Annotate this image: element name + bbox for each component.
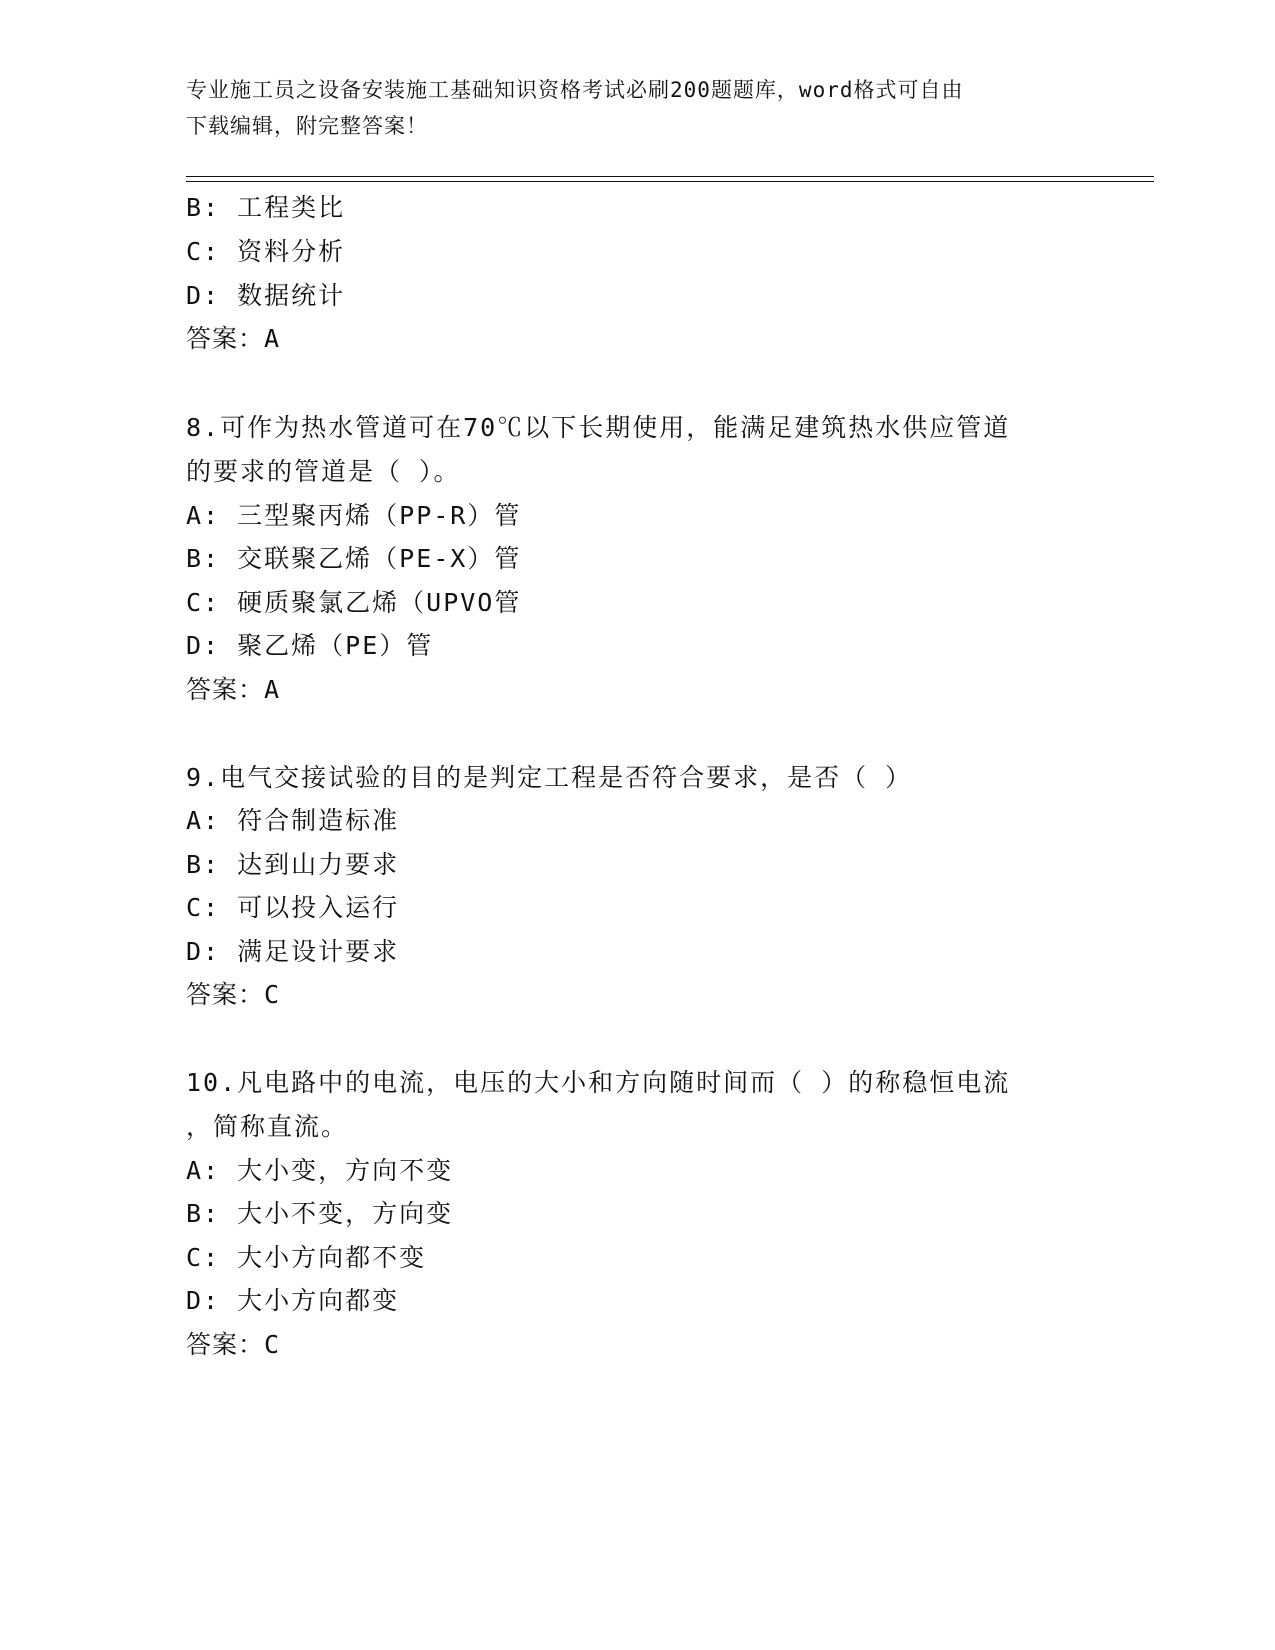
q8-answer: 答案：A <box>186 675 281 704</box>
page-header <box>186 72 1066 144</box>
q10-stem-line-1: 10.凡电路中的电流，电压的大小和方向随时间而（ ）的称稳恒电流 <box>186 1068 1011 1097</box>
q9-option-c: C: 可以投入运行 <box>186 893 400 922</box>
q8-option-d: D: 聚乙烯（PE）管 <box>186 631 434 660</box>
q8-option-c: C: 硬质聚氯乙烯（UPVO管 <box>186 588 522 617</box>
q10-option-a: A: 大小变，方向不变 <box>186 1156 454 1185</box>
header-line-1: 专业施工员之设备安装施工基础知识资格考试必刷200题题库，word格式可自由 <box>186 78 964 102</box>
q10-option-d: D: 大小方向都变 <box>186 1286 400 1315</box>
q8-option-b: B: 交联聚乙烯（PE-X）管 <box>186 544 522 573</box>
q8-stem-line-2: 的要求的管道是（ ）。 <box>186 457 461 486</box>
header-divider-bottom <box>186 181 1154 182</box>
q9-stem-line-1: 9.电气交接试验的目的是判定工程是否符合要求，是否（ ） <box>186 763 913 792</box>
q10-stem-line-2: ，简称直流。 <box>186 1112 349 1141</box>
q10-option-c: C: 大小方向都不变 <box>186 1243 427 1272</box>
q9-option-d: D: 满足设计要求 <box>186 937 400 966</box>
header-divider-top <box>186 176 1154 177</box>
q7-option-b: B: 工程类比 <box>186 193 346 222</box>
header-line-2: 下载编辑，附完整答案！ <box>186 114 428 138</box>
q8-option-a: A: 三型聚丙烯（PP-R）管 <box>186 501 522 530</box>
q8-stem-line-1: 8.可作为热水管道可在70℃以下长期使用，能满足建筑热水供应管道 <box>186 413 1011 442</box>
q7-option-d: D: 数据统计 <box>186 281 346 310</box>
q10-option-b: B: 大小不变，方向变 <box>186 1199 454 1228</box>
q7-answer: 答案：A <box>186 324 281 353</box>
q9-option-a: A: 符合制造标准 <box>186 806 400 835</box>
q10-answer: 答案：C <box>186 1330 281 1359</box>
q7-option-c: C: 资料分析 <box>186 237 346 266</box>
q9-answer: 答案：C <box>186 980 281 1009</box>
q9-option-b: B: 达到山力要求 <box>186 850 400 879</box>
